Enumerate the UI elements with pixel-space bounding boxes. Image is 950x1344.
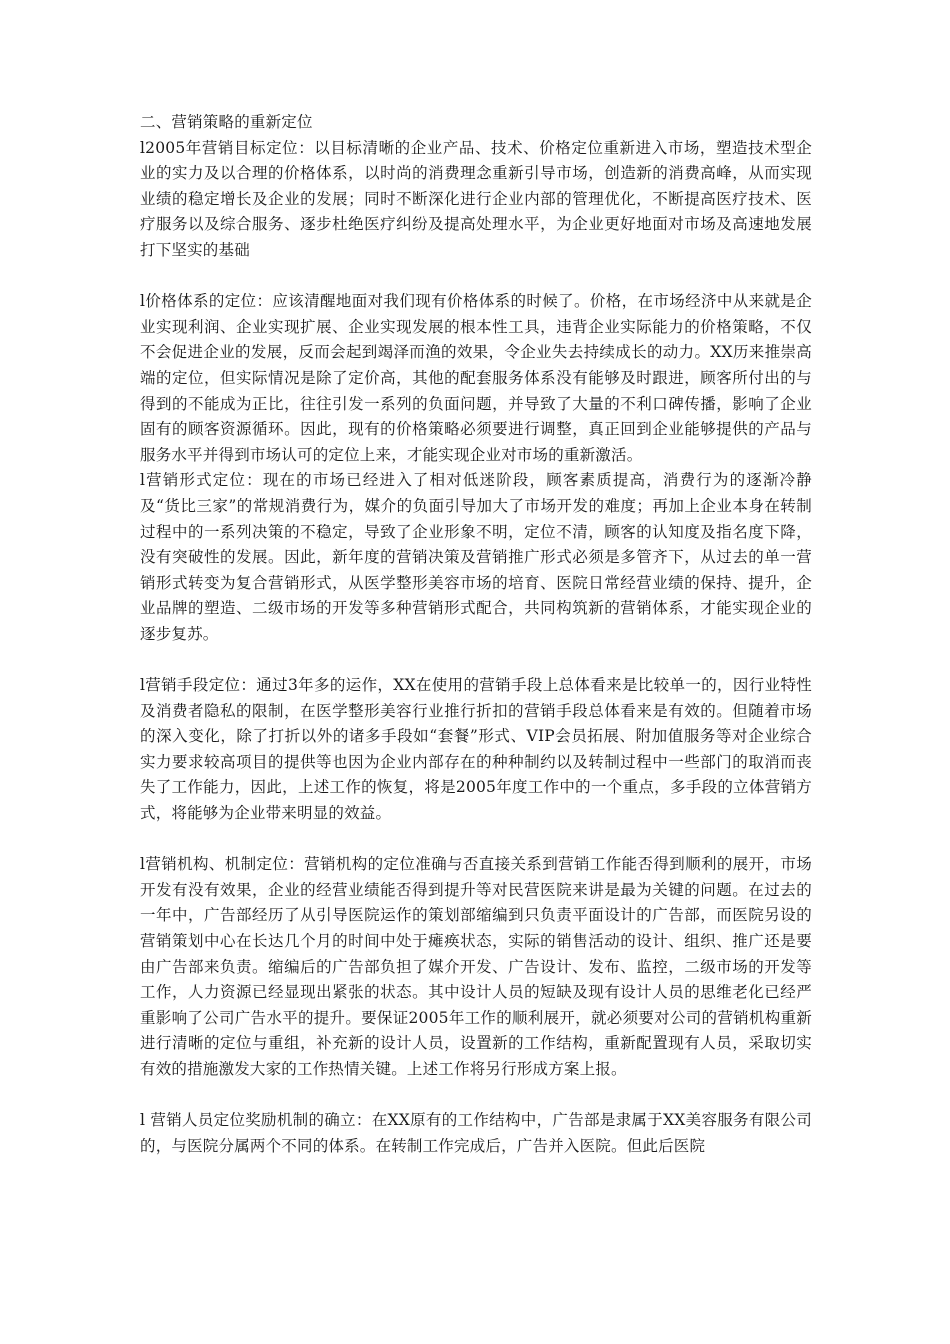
paragraph-spacer <box>140 1083 812 1109</box>
paragraph-marketing-target: l2005年营销目标定位：以目标清晰的企业产品、技术、价格定位重新进入市场，塑造技术型企业的实力及以合理的价格体系，以时尚的消费理念重新引导市场，创造新的消费高峰，从而实现业绩的稳定增长及企业的发展；同时不断深化进行企业内部的管理优化，不断提高医疗技术、医疗服务以及综合服务、逐步杜绝医疗纠纷及提高处理水平，为企业更好地面对市场及高速地发展打下坚实的基础 <box>140 138 812 259</box>
paragraph-spacer <box>140 827 812 853</box>
paragraph-marketing-form: l营销形式定位：现在的市场已经进入了相对低迷阶段，顾客素质提高，消费行为的逐渐冷静及“货比三家”的常规消费行为，媒介的负面引导加大了市场开发的难度；再加上企业本身在转制过程中的一系列决策的不稳定，导致了企业形象不明，定位不清，顾客的认知度及指名度下降，没有突破性的发展。因此，新年度的营销决策及营销推广形式必须是多管齐下，从过去的单一营销形式转变为复合营销形式，从医学整形美容市场的培育、医院日常经营业绩的保持、提升，企业品牌的塑造、二级市场的开发等多种营销形式配合，共同构筑新的营销体系，才能实现企业的逐步复苏。 <box>140 471 812 643</box>
paragraph-spacer <box>140 647 812 673</box>
paragraph-marketing-means: l营销手段定位：通过3年多的运作，XX在使用的营销手段上总体看来是比较单一的，因行业特性及消费者隐私的限制，在医学整形美容行业推行折扣的营销手段总体看来是有效的。但随着市场的深入变化，除了打折以外的诸多手段如“套餐”形式、VIP会员拓展、附加值服务等对企业综合实力要求较高项目的提供等也因为企业内部存在的种种制约以及转制过程中一些部门的取消而丧失了工作能力，因此，上述工作的恢复，将是2005年度工作中的一个重点，多手段的立体营销方式，将能够为企业带来明显的效益。 <box>140 676 812 823</box>
paragraph-marketing-organization: l营销机构、机制定位：营销机构的定位准确与否直接关系到营销工作能否得到顺利的展开，市场开发有没有效果，企业的经营业绩能否得到提升等对民营医院来讲是最为关键的问题。在过去的一年中，广告部经历了从引导医院运作的策划部缩编到只负责平面设计的广告部，而医院另设的营销策划中心在长达几个月的时间中处于瘫痪状态，实际的销售活动的设计、组织、推广还是要由广告部来负责。缩编后的广告部负担了媒介开发、广告设计、发布、监控，二级市场的开发等工作，人力资源已经显现出紧张的状态。其中设计人员的短缺及现有设计人员的思维老化已经严重影响了公司广告水平的提升。要保证2005年工作的顺利展开，就必须要对公司的营销机构重新进行清晰的定位与重组，补充新的设计人员，设置新的工作结构，重新配置现有人员，采取切实有效的措施激发大家的工作热情关键。上述工作将另行形成方案上报。 <box>140 855 812 1078</box>
document-body <box>140 110 812 1159</box>
paragraph-price-system: l价格体系的定位：应该清醒地面对我们现有价格体系的时候了。价格，在市场经济中从来就是企业实现利润、企业实现扩展、企业实现发展的根本性工具，违背企业实际能力的价格策略，不仅不会促进企业的发展，反而会起到竭泽而渔的效果，令企业失去持续成长的动力。XX历来推崇高端的定位，但实际情况是除了定价高，其他的配套服务体系没有能够及时跟进，顾客所付出的与得到的不能成为正比，往往引发一系列的负面问题，并导致了大量的不利口碑传播，影响了企业固有的顾客资源循环。因此，现有的价格策略必须要进行调整，真正回到企业能够提供的产品与服务水平并得到市场认可的定位上来，才能实现企业对市场的重新激活。 <box>140 292 812 464</box>
section-heading: 二、营销策略的重新定位 <box>140 113 313 131</box>
paragraph-staff-incentive: l 营销人员定位奖励机制的确立：在XX原有的工作结构中，广告部是隶属于XX美容服务有限公司的，与医院分属两个不同的体系。在转制工作完成后，广告并入医院。但此后医院 <box>140 1111 812 1155</box>
paragraph-spacer <box>140 264 812 290</box>
